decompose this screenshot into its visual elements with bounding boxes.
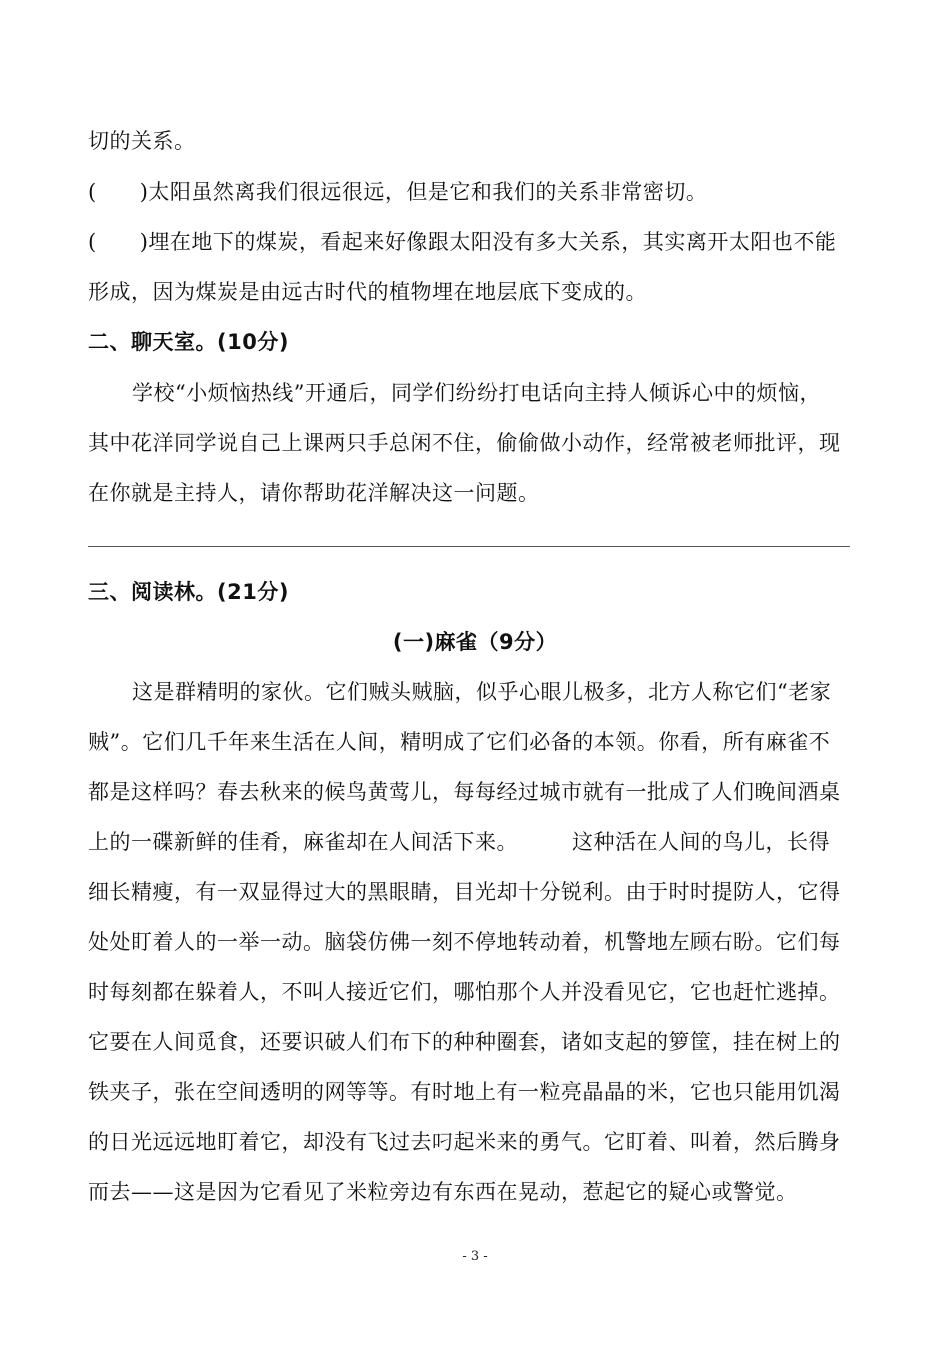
passage-line: 的日光远远地盯着它，却没有飞过去叼起米来的勇气。它盯着、叫着，然后腾身	[88, 1130, 841, 1154]
passage-line: 它要在人间觅食，还要识破人们布下的种种圈套，诸如支起的箩筐，挂在树上的	[88, 1030, 841, 1054]
passage-line: 时每刻都在躲着人，不叫人接近它们，哪怕那个人并没看见它，它也赶忙逃掉。	[88, 980, 841, 1004]
passage-line: 细长精瘦，有一双显得过大的黑眼睛，目光却十分锐利。由于时时提防人，它得	[88, 880, 841, 904]
section2-paragraph-line-2: 其中花洋同学说自己上课两只手总闲不住，偷偷做小动作，经常被老师批评，现	[88, 431, 841, 455]
passage-line: 这是群精明的家伙。它们贼头贼脑，似乎心眼儿极多，北方人称它们“老家	[132, 680, 832, 704]
judgment-item-2-line-1: ( )埋在地下的煤炭，看起来好像跟太阳没有多大关系，其实离开太阳也不能	[88, 230, 837, 254]
section2-paragraph-line-3: 在你就是主持人，请你帮助花洋解决这一问题。	[88, 481, 540, 505]
judgment-item-2-line-2: 形成，因为煤炭是由远古时代的植物埋在地层底下变成的。	[88, 280, 647, 304]
passage-line: 贼”。它们几千年来生活在人间，精明成了它们必备的本领。你看，所有麻雀不	[88, 730, 831, 754]
judgment-item-1: ( )太阳虽然离我们很远很远，但是它和我们的关系非常密切。	[88, 180, 708, 204]
passage-line: 处处盯着人的一举一动。脑袋仿佛一刻不停地转动着，机警地左顾右盼。它们每	[88, 930, 841, 954]
passage-line: 而去——这是因为它看见了米粒旁边有东西在晃动，惹起它的疑心或警觉。	[88, 1180, 798, 1204]
section1-continuation: 切的关系。	[88, 129, 196, 153]
answer-line	[88, 546, 850, 547]
section2-heading: 二、聊天室。(10分)	[88, 330, 289, 354]
section2-paragraph-line-1: 学校“小烦恼热线”开通后，同学们纷纷打电话向主持人倾诉心中的烦恼，	[132, 381, 821, 405]
passage-line: 都是这样吗？春去秋来的候鸟黄莺儿，每每经过城市就有一批成了人们晚间酒桌	[88, 780, 841, 804]
section3-heading: 三、阅读林。(21分)	[88, 580, 289, 604]
page-number: - 3 -	[462, 1249, 488, 1264]
passage-title: (一)麻雀（9分）	[392, 630, 558, 654]
passage-line: 铁夹子，张在空间透明的网等等。有时地上有一粒亮晶晶的米，它也只能用饥渴	[88, 1080, 841, 1104]
passage-line: 上的一碟新鲜的佳肴，麻雀却在人间活下来。 这种活在人间的鸟儿，长得	[88, 830, 830, 854]
